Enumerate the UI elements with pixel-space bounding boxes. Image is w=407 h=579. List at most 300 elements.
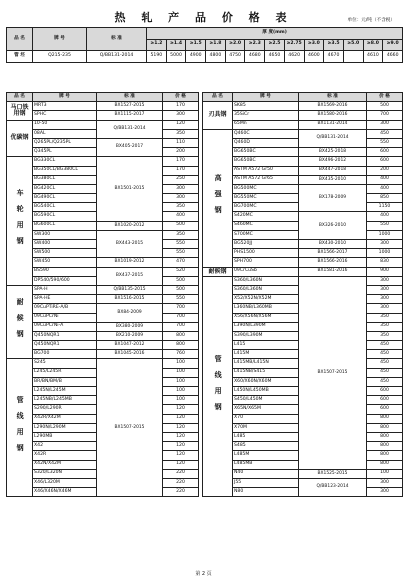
thickness-cell: ≥8.0 bbox=[363, 39, 383, 51]
grade-cell: BG650BC bbox=[233, 148, 299, 157]
table-row bbox=[7, 258, 199, 267]
grade-cell: 10-50 bbox=[33, 120, 97, 129]
price-cell: 100 bbox=[163, 368, 199, 377]
header-thickness: 厚 度(mm) bbox=[147, 28, 403, 40]
table-row bbox=[7, 267, 199, 276]
price-cell: 600 bbox=[367, 148, 403, 157]
right-header-row bbox=[203, 93, 403, 102]
thickness-cell: ≥3.5 bbox=[324, 39, 344, 51]
price-cell: 170 bbox=[163, 102, 199, 111]
grade-cell: L290MB bbox=[33, 432, 97, 441]
grade-cell: BG350CL/BG380CL bbox=[33, 166, 97, 175]
standard-cell: BX1131-2014 bbox=[299, 120, 367, 129]
price-cell: 700 bbox=[163, 304, 199, 313]
price-cell: 450 bbox=[367, 377, 403, 386]
price-cell: 350 bbox=[367, 331, 403, 340]
grade-cell: BG540CL bbox=[33, 203, 97, 212]
right-header-name: 品 名 bbox=[203, 93, 233, 102]
standard-cell: BX1569-2016 bbox=[299, 102, 367, 111]
price-cell: 220 bbox=[163, 469, 199, 478]
grade-cell: S360/L360N bbox=[233, 276, 299, 285]
price-cell: 300 bbox=[367, 478, 403, 487]
table-row bbox=[7, 331, 199, 340]
price-cell: 120 bbox=[163, 460, 199, 469]
price-cell: 500 bbox=[163, 221, 199, 230]
price-cell: 120 bbox=[163, 442, 199, 451]
standard-cell: BX1527-2015 bbox=[97, 102, 163, 111]
grade-cell: SK85 bbox=[233, 102, 299, 111]
grade-cell: PHS1500 bbox=[233, 249, 299, 258]
table-row bbox=[203, 120, 403, 129]
category-cell: 刃具钢 bbox=[203, 102, 233, 130]
price-cell: 800 bbox=[367, 414, 403, 423]
price-cell bbox=[343, 51, 363, 63]
price-cell: 300 bbox=[367, 276, 403, 285]
thickness-cell: ≥2.75 bbox=[284, 39, 304, 51]
price-cell: 300 bbox=[163, 194, 199, 203]
standard-cell: BX210-2009 bbox=[97, 331, 163, 340]
grade-cell: SW300 bbox=[33, 230, 97, 239]
grade-cell: BG550MC bbox=[233, 194, 299, 203]
standard-cell: BX178-2009 bbox=[299, 184, 367, 212]
grade-cell: SPH700 bbox=[233, 258, 299, 267]
category-cell: 耐候钢 bbox=[7, 285, 33, 359]
table-row bbox=[7, 295, 199, 304]
grade-cell: BG700 bbox=[33, 350, 97, 359]
grade-cell: X56/X56N/X56M bbox=[233, 313, 299, 322]
right-price-table bbox=[202, 92, 403, 497]
standard-cell: BX405-2017 bbox=[97, 138, 163, 156]
header-name: 品 名 bbox=[7, 28, 33, 51]
grade-cell: SW450 bbox=[33, 258, 97, 267]
price-cell: 300 bbox=[163, 184, 199, 193]
table-row bbox=[7, 230, 199, 239]
price-cell: 200 bbox=[367, 166, 403, 175]
standard-cell: BX1566-2017 bbox=[299, 249, 367, 258]
grade-cell: S245 bbox=[33, 359, 97, 368]
standard-cell: BX1580-2016 bbox=[299, 111, 367, 120]
row-standard: Q/BB131-2014 bbox=[87, 51, 147, 63]
standard-cell: BX1525-2015 bbox=[299, 469, 367, 478]
grade-cell: BG600CL bbox=[33, 221, 97, 230]
price-cell: 4650 bbox=[265, 51, 285, 63]
price-cell: 450 bbox=[367, 129, 403, 138]
price-cell: 350 bbox=[163, 230, 199, 239]
page-title: 热 轧 产 品 价 格 表 bbox=[114, 11, 293, 24]
standard-cell: BX430-2010 bbox=[299, 240, 367, 249]
price-cell: 350 bbox=[163, 129, 199, 138]
table-row bbox=[203, 212, 403, 221]
grade-cell: BG500MC bbox=[233, 184, 299, 193]
table-row bbox=[203, 175, 403, 184]
standard-cell: BX1020-2012 bbox=[97, 221, 163, 230]
price-cell: 500 bbox=[367, 102, 403, 111]
header-standard: 标 准 bbox=[87, 28, 147, 51]
grade-cell: BG700MC bbox=[233, 203, 299, 212]
row-grade: Q215-235 bbox=[33, 51, 87, 63]
grade-cell: Q450NQR1 bbox=[33, 331, 97, 340]
grade-cell: L415 bbox=[233, 341, 299, 350]
grade-cell: X42R bbox=[33, 451, 97, 460]
unit-note: 单位：元/吨（不含税） bbox=[347, 18, 395, 23]
grade-cell: X42 bbox=[33, 442, 97, 451]
price-cell: 700 bbox=[163, 313, 199, 322]
grade-cell: ASTM A572 Gr50 bbox=[233, 166, 299, 175]
thickness-cell: ≥1.4 bbox=[166, 39, 186, 51]
table-row bbox=[7, 359, 199, 368]
price-cell: 800 bbox=[367, 432, 403, 441]
table-row bbox=[7, 157, 199, 166]
category-cell: 马口铁用钢 bbox=[7, 102, 33, 120]
grade-cell: L485MB bbox=[233, 460, 299, 469]
grade-cell: S320/L320N bbox=[33, 469, 97, 478]
standard-cell: BX1581-2016 bbox=[299, 267, 367, 276]
grade-cell: Q345PL bbox=[33, 148, 97, 157]
grade-cell: L415M bbox=[233, 350, 299, 359]
grade-cell: L290N/L290M bbox=[33, 423, 97, 432]
price-cell: 800 bbox=[367, 460, 403, 469]
price-cell: 350 bbox=[367, 322, 403, 331]
thickness-cell: ≥1.8 bbox=[206, 39, 226, 51]
price-cell: 800 bbox=[367, 423, 403, 432]
price-cell: 4670 bbox=[324, 51, 344, 63]
price-cell: 250 bbox=[163, 175, 199, 184]
price-cell: 4900 bbox=[186, 51, 206, 63]
grade-cell: S460MC bbox=[233, 221, 299, 230]
price-cell: 1000 bbox=[367, 249, 403, 258]
table-row bbox=[7, 350, 199, 359]
price-cell: 4600 bbox=[304, 51, 324, 63]
price-cell: 300 bbox=[163, 111, 199, 120]
price-cell: 220 bbox=[163, 488, 199, 497]
standard-cell: BX1507-2015 bbox=[299, 276, 367, 469]
grade-cell: 08AL bbox=[33, 129, 97, 138]
grade-cell: X70 bbox=[233, 414, 299, 423]
grade-cell: L245N/L245M bbox=[33, 387, 97, 396]
price-cell: 350 bbox=[163, 203, 199, 212]
right-header-grade: 牌 号 bbox=[233, 93, 299, 102]
grade-cell: BG520JJ bbox=[233, 240, 299, 249]
grade-cell: Q460D bbox=[233, 138, 299, 147]
grade-cell: 09CuPCrNi-A bbox=[33, 322, 97, 331]
grade-cell: S700MC bbox=[233, 230, 299, 239]
grade-cell: L450N/L450MB bbox=[233, 387, 299, 396]
price-cell: 300 bbox=[367, 240, 403, 249]
grade-cell: S450/L450M bbox=[233, 396, 299, 405]
table-row bbox=[7, 120, 199, 129]
grade-cell: MRT3 bbox=[33, 102, 97, 111]
table-row bbox=[203, 276, 403, 285]
grade-cell: BG490CL bbox=[33, 194, 97, 203]
standard-cell: Q/BB135-2015 bbox=[97, 285, 163, 294]
price-cell: 4680 bbox=[245, 51, 265, 63]
table-row bbox=[203, 469, 403, 478]
grade-cell: X52/X52N/X52M bbox=[233, 295, 299, 304]
standard-cell: BX1047-2012 bbox=[97, 341, 163, 350]
row-name: 管 坯 bbox=[7, 51, 33, 63]
table-row bbox=[203, 157, 403, 166]
price-cell: 550 bbox=[163, 249, 199, 258]
price-cell: 850 bbox=[367, 194, 403, 203]
grade-cell: X42R/X42M bbox=[33, 414, 97, 423]
table-row bbox=[203, 258, 403, 267]
standard-cell: Q/BB131-2014 bbox=[299, 129, 367, 147]
standard-cell: BX1501-2015 bbox=[97, 157, 163, 221]
grade-cell: SW500 bbox=[33, 249, 97, 258]
blank-price-row bbox=[7, 51, 403, 63]
standard-cell: BX443-2015 bbox=[97, 230, 163, 258]
grade-cell: X60/X60N/X60M bbox=[233, 377, 299, 386]
category-cell: 耐候钢 bbox=[203, 267, 233, 276]
grade-cell: Q265PL/Q235PL bbox=[33, 138, 97, 147]
table-row bbox=[7, 304, 199, 313]
grade-cell: J55 bbox=[233, 478, 299, 487]
price-cell: 100 bbox=[163, 396, 199, 405]
price-cell: 700 bbox=[163, 322, 199, 331]
price-cell: 800 bbox=[367, 442, 403, 451]
price-cell: 800 bbox=[367, 451, 403, 460]
grade-cell: S360/L360N bbox=[233, 285, 299, 294]
price-cell: 300 bbox=[367, 120, 403, 129]
grade-cell: L415MB/L415N bbox=[233, 359, 299, 368]
price-cell: 500 bbox=[163, 285, 199, 294]
thickness-cell: ≥5.0 bbox=[343, 39, 363, 51]
standard-cell: BX1516-2015 bbox=[97, 295, 163, 304]
left-header-grade: 牌 号 bbox=[33, 93, 97, 102]
standard-cell: BX447-2018 bbox=[299, 166, 367, 175]
grade-cell: X70M bbox=[233, 423, 299, 432]
left-header-name: 品 名 bbox=[7, 93, 33, 102]
price-cell: 5190 bbox=[147, 51, 167, 63]
right-header-standard: 标 准 bbox=[299, 93, 367, 102]
price-cell: 520 bbox=[163, 267, 199, 276]
grade-cell: L245/L245R bbox=[33, 368, 97, 377]
standard-cell: BX1507-2015 bbox=[97, 359, 163, 497]
thickness-cell: ≥2.5 bbox=[265, 39, 285, 51]
grade-cell: L415NB/S415 bbox=[233, 368, 299, 377]
standard-cell: BX496-2012 bbox=[299, 157, 367, 166]
price-cell: 4800 bbox=[206, 51, 226, 63]
grade-cell: S485 bbox=[233, 442, 299, 451]
category-cell: 管线用钢 bbox=[203, 276, 233, 497]
grade-cell: L245NB/L245MB bbox=[33, 396, 97, 405]
price-cell: 550 bbox=[367, 138, 403, 147]
grade-cell: S290/L290R bbox=[33, 405, 97, 414]
price-cell: 400 bbox=[367, 212, 403, 221]
table-row bbox=[7, 221, 199, 230]
price-cell: 550 bbox=[367, 221, 403, 230]
left-header-price: 价 格 bbox=[163, 93, 199, 102]
thickness-cell: ≥2.3 bbox=[245, 39, 265, 51]
price-cell: 600 bbox=[367, 396, 403, 405]
grade-cell: 09CuPTiRE-A/B bbox=[33, 304, 97, 313]
price-cell: 200 bbox=[163, 148, 199, 157]
blank-price-table bbox=[6, 27, 403, 63]
price-cell: 170 bbox=[163, 166, 199, 175]
thickness-cell: ≥2.0 bbox=[225, 39, 245, 51]
grade-cell: Q460C bbox=[233, 129, 299, 138]
grade-cell: BS590 bbox=[33, 267, 97, 276]
standard-cell: Q/BB131-2014 bbox=[97, 120, 163, 138]
grade-cell: BG330CL bbox=[33, 157, 97, 166]
price-cell: 100 bbox=[163, 377, 199, 386]
grade-cell: BG420CL bbox=[33, 184, 97, 193]
price-cell: 170 bbox=[163, 157, 199, 166]
standard-cell: BX380-2009 bbox=[97, 322, 163, 331]
table-row bbox=[203, 478, 403, 487]
price-cell: 450 bbox=[367, 341, 403, 350]
grade-cell: 65Mn bbox=[233, 120, 299, 129]
price-cell: 550 bbox=[163, 295, 199, 304]
price-cell: 300 bbox=[367, 295, 403, 304]
standard-cell: BX1045-2016 bbox=[97, 350, 163, 359]
category-cell: 车轮用钢 bbox=[7, 157, 33, 286]
standard-cell: BX435-2010 bbox=[299, 175, 367, 184]
standard-cell: BX437-2015 bbox=[97, 267, 163, 285]
table-row bbox=[203, 129, 403, 138]
grade-cell: ASTM A572 Gr65 bbox=[233, 175, 299, 184]
grade-cell: L390N/L390M bbox=[233, 322, 299, 331]
price-cell: 400 bbox=[367, 175, 403, 184]
table-row bbox=[7, 341, 199, 350]
price-cell: 120 bbox=[163, 405, 199, 414]
price-cell: 100 bbox=[163, 387, 199, 396]
grade-cell: SPHC bbox=[33, 111, 97, 120]
top-header-row bbox=[7, 28, 403, 40]
price-cell: 760 bbox=[163, 350, 199, 359]
table-row bbox=[203, 102, 403, 111]
left-header-standard: 标 准 bbox=[97, 93, 163, 102]
price-cell: 600 bbox=[367, 157, 403, 166]
price-cell: 120 bbox=[163, 423, 199, 432]
price-cell: 800 bbox=[163, 341, 199, 350]
price-cell: 4610 bbox=[363, 51, 383, 63]
header-grade: 牌 号 bbox=[33, 28, 87, 51]
standard-cell: BX326-2010 bbox=[299, 212, 367, 240]
grade-cell: X46/X46N/X46M bbox=[33, 488, 97, 497]
thickness-cell: ≥9.0 bbox=[383, 39, 403, 51]
table-row bbox=[7, 102, 199, 111]
left-price-table bbox=[6, 92, 199, 497]
price-cell: 1000 bbox=[367, 230, 403, 239]
table-row bbox=[203, 148, 403, 157]
table-row bbox=[203, 240, 403, 249]
price-cell: 700 bbox=[367, 111, 403, 120]
grade-cell: S420MC bbox=[233, 212, 299, 221]
grade-cell: BG590CL bbox=[33, 212, 97, 221]
price-cell: 100 bbox=[163, 359, 199, 368]
price-cell: 450 bbox=[367, 368, 403, 377]
table-row bbox=[203, 166, 403, 175]
table-row bbox=[7, 285, 199, 294]
right-header-price: 价 格 bbox=[367, 93, 403, 102]
grade-cell: S390/L390M bbox=[233, 331, 299, 340]
price-cell: 900 bbox=[367, 267, 403, 276]
price-cell: 4620 bbox=[284, 51, 304, 63]
grade-cell: SW400 bbox=[33, 240, 97, 249]
price-cell: 550 bbox=[163, 240, 199, 249]
price-cell: 350 bbox=[367, 313, 403, 322]
grade-cell: BR/BN/BM/B bbox=[33, 377, 97, 386]
standard-cell: BX1566-2016 bbox=[299, 258, 367, 267]
grade-cell: X65N/X65M bbox=[233, 405, 299, 414]
thickness-cell: ≥1.5 bbox=[186, 39, 206, 51]
price-cell: 1150 bbox=[367, 203, 403, 212]
grade-cell: L485 bbox=[233, 432, 299, 441]
standard-cell: BX425-2018 bbox=[299, 148, 367, 157]
grade-cell: 09CuPCrNi bbox=[33, 313, 97, 322]
table-row bbox=[203, 184, 403, 193]
price-cell: 450 bbox=[367, 359, 403, 368]
price-cell: 220 bbox=[163, 478, 199, 487]
price-cell: 120 bbox=[163, 432, 199, 441]
grade-cell: SPA-H bbox=[33, 285, 97, 294]
grade-cell: SPA-HE bbox=[33, 295, 97, 304]
price-cell: 600 bbox=[367, 405, 403, 414]
price-cell: 470 bbox=[163, 258, 199, 267]
table-row bbox=[7, 322, 199, 331]
thickness-cell: ≥1.2 bbox=[147, 39, 167, 51]
price-cell: 800 bbox=[163, 331, 199, 340]
price-cell: 4750 bbox=[225, 51, 245, 63]
left-header-row bbox=[7, 93, 199, 102]
category-cell: 管线用钢 bbox=[7, 359, 33, 497]
grade-cell: DP540/590/600 bbox=[33, 276, 97, 285]
thickness-cell: ≥3.0 bbox=[304, 39, 324, 51]
table-row bbox=[203, 111, 403, 120]
price-cell: 600 bbox=[367, 387, 403, 396]
page-footer: 第 2 页 bbox=[195, 571, 212, 577]
table-row bbox=[7, 111, 199, 120]
grade-cell: BG380CL bbox=[33, 175, 97, 184]
grade-cell: Q450NQR1 bbox=[33, 341, 97, 350]
price-cell: 4660 bbox=[383, 51, 403, 63]
price-cell: 500 bbox=[163, 276, 199, 285]
standard-cell: Q/BB123-2014 bbox=[299, 478, 367, 496]
category-cell: 高强钢 bbox=[203, 129, 233, 267]
price-cell: 830 bbox=[367, 258, 403, 267]
price-cell: 400 bbox=[367, 184, 403, 193]
price-cell: 300 bbox=[367, 488, 403, 497]
standard-cell: BX1115-2017 bbox=[97, 111, 163, 120]
table-row bbox=[203, 267, 403, 276]
grade-cell: 09CrCuSb bbox=[233, 267, 299, 276]
table-row bbox=[203, 249, 403, 258]
table-row bbox=[7, 138, 199, 147]
grade-cell: X42N/X42M bbox=[33, 460, 97, 469]
price-cell: 120 bbox=[163, 120, 199, 129]
grade-cell: L485M bbox=[233, 451, 299, 460]
standard-cell: BX1019-2012 bbox=[97, 258, 163, 267]
grade-cell: N40 bbox=[233, 469, 299, 478]
price-cell: 450 bbox=[367, 350, 403, 359]
price-cell: 300 bbox=[367, 304, 403, 313]
grade-cell: N80 bbox=[233, 488, 299, 497]
grade-cell: 35SiCr bbox=[233, 111, 299, 120]
price-cell: 5000 bbox=[166, 51, 186, 63]
price-cell: 400 bbox=[163, 212, 199, 221]
standard-cell: BX84-2009 bbox=[97, 304, 163, 322]
grade-cell: BG650BC bbox=[233, 157, 299, 166]
price-cell: 120 bbox=[163, 414, 199, 423]
price-cell: 300 bbox=[367, 285, 403, 294]
price-cell: 100 bbox=[367, 469, 403, 478]
grade-cell: X46/L320M bbox=[33, 478, 97, 487]
grade-cell: L360NB/L360MB bbox=[233, 304, 299, 313]
price-cell: 120 bbox=[163, 451, 199, 460]
category-cell: 优碳钢 bbox=[7, 120, 33, 157]
price-cell: 110 bbox=[163, 138, 199, 147]
